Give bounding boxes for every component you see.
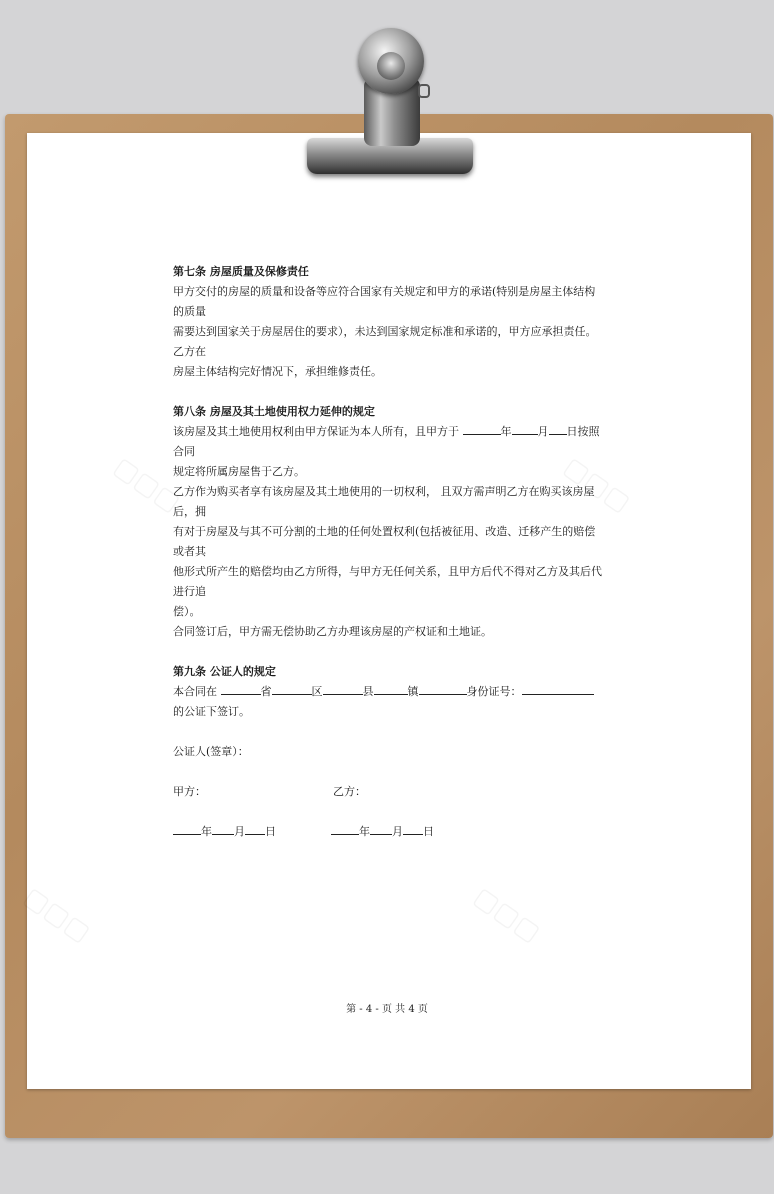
id-number-label: 身份证号： [466, 685, 522, 698]
page-number: 第 - 4 - 页 共 4 页 [346, 1004, 428, 1015]
article8-line [173, 422, 603, 462]
district-blank[interactable] [272, 682, 312, 695]
party-b-month-blank[interactable] [370, 822, 392, 835]
article8-line: 规定将所属房屋售于乙方。 [173, 465, 305, 478]
article8-line1-prefix: 该房屋及其土地使用权利由甲方保证为本人所有，且甲方于 [173, 425, 459, 438]
day-blank[interactable] [549, 422, 567, 435]
day-label: 日 [265, 825, 276, 838]
article7-line: 需要达到国家关于房屋居住的要求），未达到国家规定标准和承诺的，甲方应承担责任。乙方在 [173, 325, 597, 358]
article8-line: 合同签订后，甲方需无偿协助乙方办理该房屋的产权证和土地证。 [173, 625, 492, 638]
notary-signature-label: 公证人(签章）： [173, 745, 249, 758]
party-a-day-blank[interactable] [245, 822, 265, 835]
party-b-label: 乙方： [333, 785, 366, 798]
signature-date-row [173, 822, 603, 842]
year-blank[interactable] [463, 422, 501, 435]
month-label: 月 [392, 825, 403, 838]
article9-line [173, 682, 603, 702]
binder-clip-pin [418, 84, 430, 98]
party-a-label: 甲方： [173, 785, 206, 798]
article7-heading: 第七条 房屋质量及保修责任 [173, 265, 309, 278]
article8-line: 乙方作为购买者享有该房屋及其土地使用的一切权利， 且双方需声明乙方在购买该房屋后，拥 [173, 485, 595, 518]
party-b-day-blank[interactable] [403, 822, 423, 835]
article9-heading: 第九条 公证人的规定 [173, 665, 276, 678]
town-name-blank[interactable] [419, 682, 467, 695]
year-label: 年 [500, 425, 512, 438]
day-label: 日 [423, 825, 434, 838]
id-number-blank[interactable] [522, 682, 594, 695]
town-blank[interactable] [374, 682, 408, 695]
party-a-month-blank[interactable] [212, 822, 234, 835]
month-blank[interactable] [512, 422, 538, 435]
article8-line: 偿）。 [173, 605, 201, 618]
article9-line: 的公证下签订。 [173, 705, 250, 718]
county-label: 县 [362, 685, 374, 698]
party-b-year-blank[interactable] [331, 822, 359, 835]
article8-heading: 第八条 房屋及其土地使用权力延伸的规定 [173, 405, 375, 418]
town-label: 镇 [407, 685, 419, 698]
party-a-year-blank[interactable] [173, 822, 201, 835]
year-label: 年 [359, 825, 370, 838]
contract-text [173, 262, 603, 842]
county-blank[interactable] [323, 682, 363, 695]
article7-line: 房屋主体结构完好情况下，承担维修责任。 [173, 365, 382, 378]
province-label: 省 [260, 685, 272, 698]
province-blank[interactable] [221, 682, 261, 695]
article8-line: 他形式所产生的赔偿均由乙方所得，与甲方无任何关系，且甲方后代不得对乙方及其后代进行追 [173, 565, 602, 598]
month-label: 月 [234, 825, 245, 838]
article8-line1-suffix: 日按照合同 [173, 425, 600, 458]
party-signature-row [173, 782, 603, 802]
district-label: 区 [311, 685, 323, 698]
year-label: 年 [201, 825, 212, 838]
binder-clip-hole [377, 52, 405, 80]
article7-line: 甲方交付的房屋的质量和设备等应符合国家有关规定和甲方的承诺(特别是房屋主体结构的质量 [173, 285, 596, 318]
article8-line: 有对于房屋及与其不可分割的土地的任何处置权利(包括被征用、改造、迁移产生的赔偿或者其 [173, 525, 596, 558]
month-label: 月 [537, 425, 549, 438]
article9-line1-prefix: 本合同在 [173, 685, 217, 698]
